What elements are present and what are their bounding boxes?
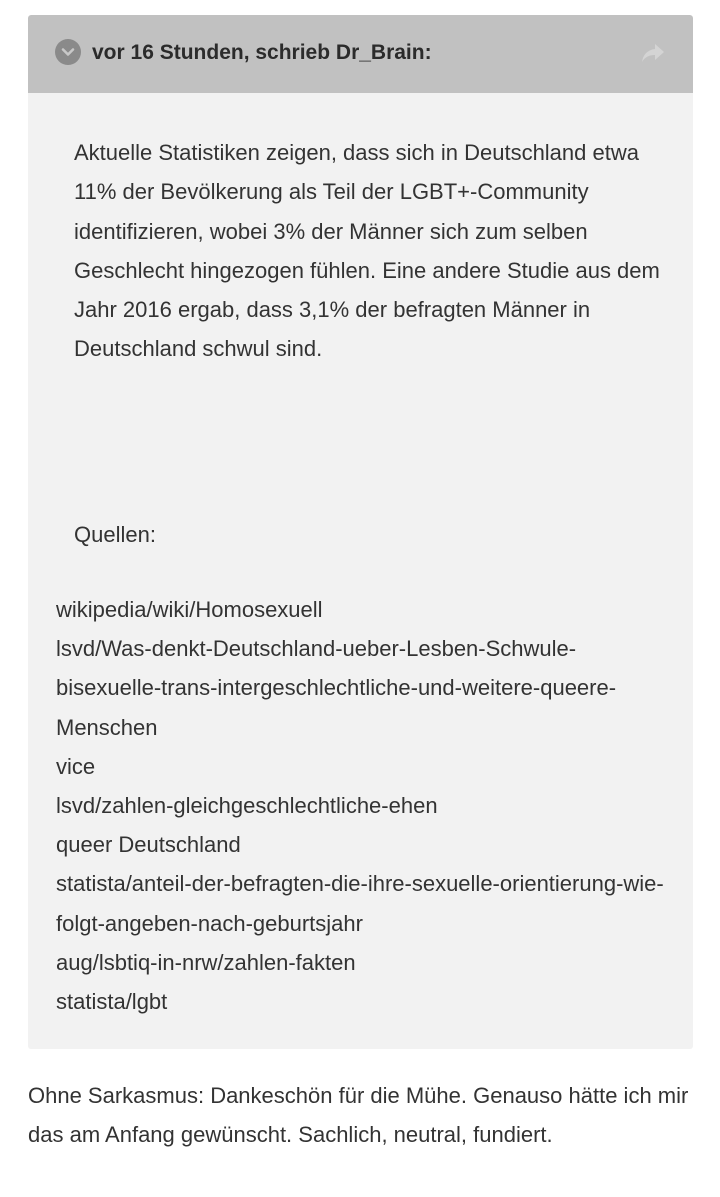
source-item: queer Deutschland [56,832,241,858]
quoted-text: Aktuelle Statistiken zeigen, dass sich in Deutschland etwa 11% der Bevölkerung als Teil der LGBT+-Community identifizieren, wobei 3% der Männer sich zum selben Geschlecht hingezogen fühlen. Eine andere Studie aus dem Jahr 2016 ergab, dass 3,1% der befragten Männer in Deutschland schwul sind. [74,140,660,362]
sources-label: Quellen: [74,522,156,547]
source-list [56,590,666,1021]
comment-text: Ohne Sarkasmus: Dankeschön für die Mühe. Genauso hätte ich mir das am Anfang gewünscht. Sachlich, neutral, fundiert. [28,1083,689,1147]
source-item: lsvd/Was-denkt-Deutschland-ueber-Lesben-Schwule-bisexuelle-trans-intergeschlechtliche-und-weitere-queere-Menschen [56,636,617,740]
quote-header [28,15,693,93]
source-item: wikipedia/wiki/Homosexuell [56,597,323,622]
source-item: statista/lgbt [56,989,168,1015]
source-item: lsvd/zahlen-gleichgeschlechtliche-ehen [56,793,438,819]
quote-author-line[interactable]: vor 16 Stunden, schrieb Dr_Brain: [92,41,432,64]
quote-block [28,15,693,1049]
chevron-down-circle-icon[interactable] [55,39,81,65]
source-item: statista/anteil-der-befragten-die-ihre-sexuelle-orientierung-wie-folgt-angeben-nach-geburtsjahr [56,871,664,936]
source-item: aug/lsbtiq-in-nrw/zahlen-fakten [56,949,356,975]
share-arrow-icon[interactable] [640,42,666,64]
source-item: vice [56,753,96,779]
